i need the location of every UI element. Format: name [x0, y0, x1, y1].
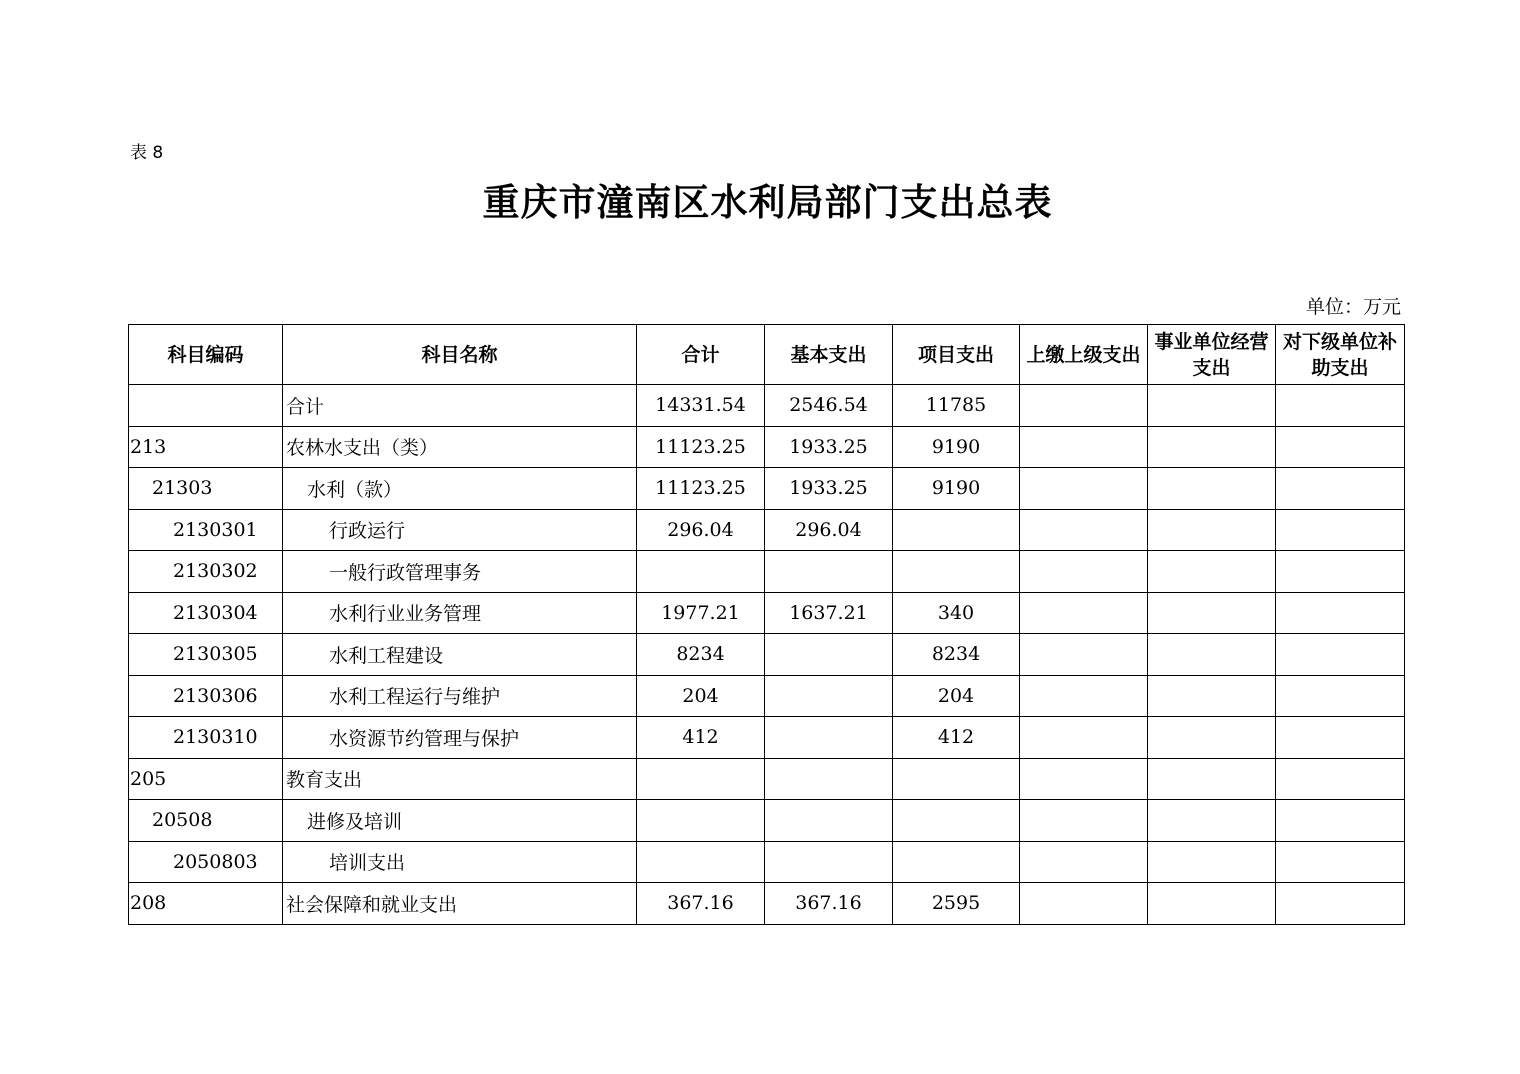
column-header-name: 科目名称 — [283, 325, 637, 385]
cell-project: 340 — [893, 592, 1020, 634]
cell-total — [637, 758, 765, 800]
table-row — [129, 468, 1405, 510]
cell-remit — [1020, 634, 1148, 676]
cell-remit — [1020, 592, 1148, 634]
cell-project — [893, 509, 1020, 551]
header-row — [129, 325, 1405, 385]
column-header-project: 项目支出 — [893, 325, 1020, 385]
cell-subsidy — [1276, 385, 1405, 427]
table-row — [129, 634, 1405, 676]
cell-business — [1148, 675, 1276, 717]
cell-project: 9190 — [893, 426, 1020, 468]
cell-subsidy — [1276, 468, 1405, 510]
cell-remit — [1020, 551, 1148, 593]
cell-business — [1148, 509, 1276, 551]
column-header-subsidy: 对下级单位补助支出 — [1276, 325, 1405, 385]
cell-code: 213 — [129, 426, 283, 468]
cell-project — [893, 551, 1020, 593]
cell-remit — [1020, 509, 1148, 551]
cell-code: 2130306 — [129, 675, 283, 717]
cell-project: 11785 — [893, 385, 1020, 427]
cell-total — [637, 800, 765, 842]
cell-project — [893, 758, 1020, 800]
column-header-basic: 基本支出 — [765, 325, 893, 385]
cell-name: 水资源节约管理与保护 — [283, 717, 637, 759]
cell-basic — [765, 841, 893, 883]
cell-subsidy — [1276, 758, 1405, 800]
cell-name: 社会保障和就业支出 — [283, 883, 637, 925]
cell-business — [1148, 883, 1276, 925]
cell-business — [1148, 551, 1276, 593]
table-row — [129, 551, 1405, 593]
cell-total: 8234 — [637, 634, 765, 676]
cell-total: 11123.25 — [637, 426, 765, 468]
cell-basic — [765, 758, 893, 800]
cell-project: 8234 — [893, 634, 1020, 676]
cell-name: 水利工程运行与维护 — [283, 675, 637, 717]
cell-business — [1148, 385, 1276, 427]
cell-total — [637, 551, 765, 593]
cell-remit — [1020, 883, 1148, 925]
table-row — [129, 758, 1405, 800]
table-row — [129, 426, 1405, 468]
cell-project: 9190 — [893, 468, 1020, 510]
cell-code — [129, 385, 283, 427]
cell-basic — [765, 634, 893, 676]
document-title: 重庆市潼南区水利局部门支出总表 — [482, 181, 1053, 224]
cell-remit — [1020, 385, 1148, 427]
cell-code: 2050803 — [129, 841, 283, 883]
column-header-total: 合计 — [637, 325, 765, 385]
unit-label: 单位：万元 — [1305, 296, 1401, 318]
cell-total: 204 — [637, 675, 765, 717]
cell-project: 204 — [893, 675, 1020, 717]
column-header-code: 科目编码 — [129, 325, 283, 385]
cell-basic: 296.04 — [765, 509, 893, 551]
cell-remit — [1020, 675, 1148, 717]
cell-subsidy — [1276, 675, 1405, 717]
column-header-business: 事业单位经营支出 — [1148, 325, 1276, 385]
cell-business — [1148, 634, 1276, 676]
cell-subsidy — [1276, 717, 1405, 759]
table-row — [129, 509, 1405, 551]
cell-basic — [765, 717, 893, 759]
cell-business — [1148, 841, 1276, 883]
cell-code: 2130304 — [129, 592, 283, 634]
cell-name: 农林水支出（类） — [283, 426, 637, 468]
cell-total: 296.04 — [637, 509, 765, 551]
cell-subsidy — [1276, 592, 1405, 634]
cell-subsidy — [1276, 634, 1405, 676]
cell-remit — [1020, 468, 1148, 510]
cell-name: 一般行政管理事务 — [283, 551, 637, 593]
cell-remit — [1020, 426, 1148, 468]
table-row — [129, 841, 1405, 883]
cell-name: 水利（款） — [283, 468, 637, 510]
expense-table — [128, 324, 1405, 925]
cell-remit — [1020, 758, 1148, 800]
cell-code: 208 — [129, 883, 283, 925]
cell-total: 11123.25 — [637, 468, 765, 510]
cell-project — [893, 841, 1020, 883]
cell-code: 2130301 — [129, 509, 283, 551]
cell-business — [1148, 468, 1276, 510]
cell-business — [1148, 426, 1276, 468]
cell-name: 水利工程建设 — [283, 634, 637, 676]
cell-code: 2130305 — [129, 634, 283, 676]
cell-code: 2130310 — [129, 717, 283, 759]
cell-basic — [765, 800, 893, 842]
cell-name: 水利行业业务管理 — [283, 592, 637, 634]
cell-business — [1148, 592, 1276, 634]
table-row — [129, 800, 1405, 842]
cell-project — [893, 800, 1020, 842]
cell-name: 行政运行 — [283, 509, 637, 551]
cell-basic: 2546.54 — [765, 385, 893, 427]
cell-total: 1977.21 — [637, 592, 765, 634]
table-row — [129, 675, 1405, 717]
cell-remit — [1020, 800, 1148, 842]
cell-name: 进修及培训 — [283, 800, 637, 842]
cell-business — [1148, 717, 1276, 759]
cell-code: 20508 — [129, 800, 283, 842]
cell-basic — [765, 675, 893, 717]
cell-remit — [1020, 841, 1148, 883]
table-row — [129, 385, 1405, 427]
cell-project: 412 — [893, 717, 1020, 759]
cell-name: 合计 — [283, 385, 637, 427]
table-row — [129, 717, 1405, 759]
cell-subsidy — [1276, 800, 1405, 842]
cell-name: 培训支出 — [283, 841, 637, 883]
cell-project: 2595 — [893, 883, 1020, 925]
cell-subsidy — [1276, 841, 1405, 883]
cell-basic: 367.16 — [765, 883, 893, 925]
cell-subsidy — [1276, 883, 1405, 925]
cell-basic: 1933.25 — [765, 426, 893, 468]
cell-total: 367.16 — [637, 883, 765, 925]
cell-basic — [765, 551, 893, 593]
cell-total: 14331.54 — [637, 385, 765, 427]
table-body — [129, 385, 1405, 925]
cell-code: 21303 — [129, 468, 283, 510]
cell-subsidy — [1276, 426, 1405, 468]
cell-total: 412 — [637, 717, 765, 759]
cell-total — [637, 841, 765, 883]
cell-business — [1148, 758, 1276, 800]
column-header-remit: 上缴上级支出 — [1020, 325, 1148, 385]
cell-code: 2130302 — [129, 551, 283, 593]
table-row — [129, 592, 1405, 634]
cell-basic: 1933.25 — [765, 468, 893, 510]
cell-business — [1148, 800, 1276, 842]
cell-remit — [1020, 717, 1148, 759]
cell-basic: 1637.21 — [765, 592, 893, 634]
cell-subsidy — [1276, 551, 1405, 593]
table-number: 表 8 — [130, 143, 164, 163]
cell-name: 教育支出 — [283, 758, 637, 800]
table-row — [129, 883, 1405, 925]
cell-code: 205 — [129, 758, 283, 800]
cell-subsidy — [1276, 509, 1405, 551]
